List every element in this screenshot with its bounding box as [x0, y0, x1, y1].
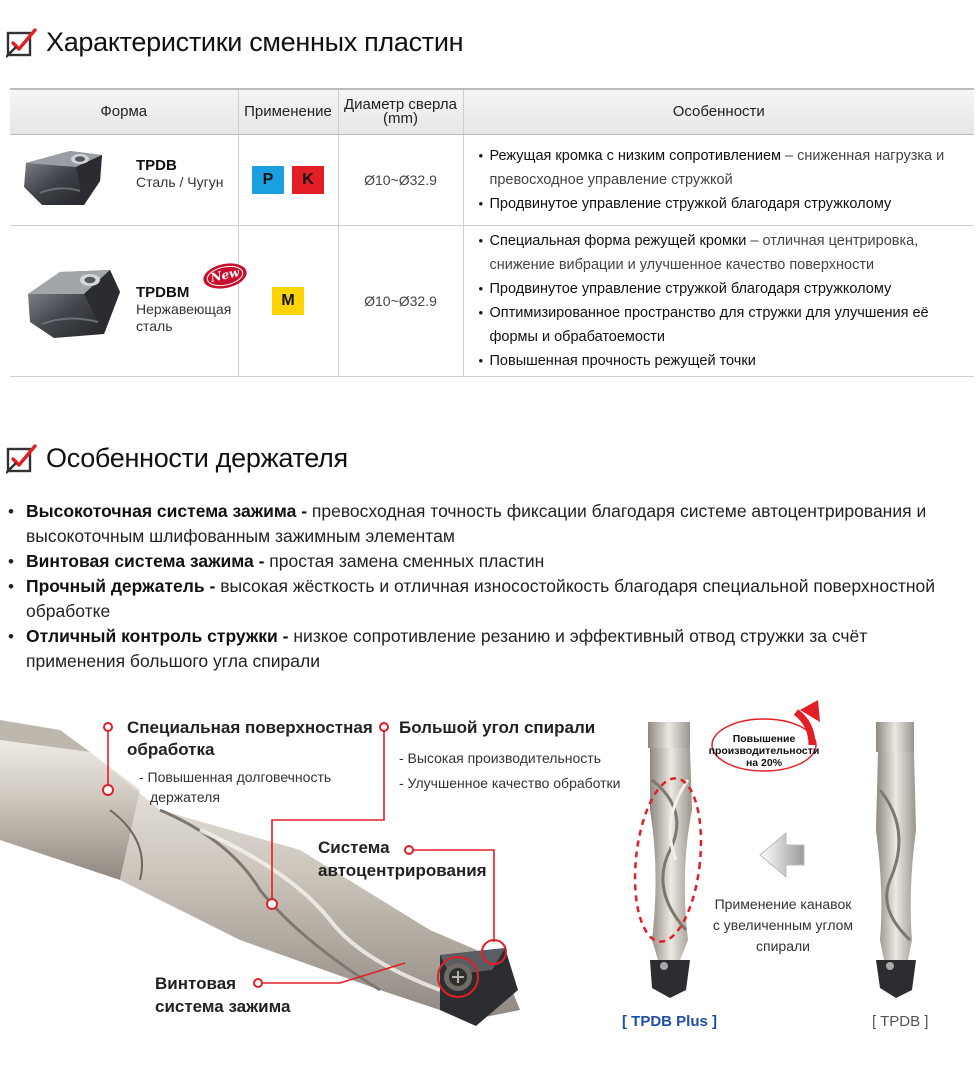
features-cell — [463, 135, 974, 226]
insert-spec-table — [10, 88, 974, 377]
table-row — [10, 226, 974, 377]
surface-treatment-title-1: Специальная поверхностная — [127, 718, 373, 737]
caption-tpdb: [ TPDB ] — [872, 1013, 929, 1030]
list-item: • Продвинутое управление стружкой благодаря стружколому — [490, 192, 975, 216]
shape-cell — [10, 226, 241, 377]
section-title-text: Характеристики сменных пластин — [46, 26, 464, 57]
header-diameter — [338, 89, 463, 135]
screw-clamp-title-1: Винтовая — [155, 974, 237, 993]
helix-sub-2: - Улучшенное качество обработки — [399, 775, 621, 791]
insert-name: TPDBM — [136, 284, 190, 301]
new-badge-label: New — [209, 265, 241, 285]
list-item: • Прочный держатель - высокая жёсткость и отличная износостойкость благодаря специальной поверхностной обработке — [8, 574, 968, 624]
surface-treatment-sub-2: держателя — [150, 789, 220, 805]
list-item: • Режущая кромка с низким сопротивлением – сниженная нагрузка и превосходное управление стружкой — [490, 144, 975, 192]
iso-badge-k: K — [292, 166, 324, 194]
application-cell — [238, 135, 338, 226]
self-centering-title-2: автоцентрирования — [318, 861, 487, 880]
shape-cell — [10, 135, 238, 226]
header-diameter-line2: (mm) — [383, 110, 418, 127]
checkbox-check-icon — [6, 26, 38, 58]
section-title-holder — [6, 442, 348, 474]
tpdb-plus-drill — [648, 722, 692, 998]
insert-material: Нержавеющая — [136, 301, 232, 317]
insert-name: TPDB — [136, 157, 177, 174]
header-application: Применение — [238, 89, 338, 135]
list-item: • Винтовая система зажима - простая замена сменных пластин — [8, 549, 968, 574]
list-item: • Отличный контроль стружки - низкое сопротивление резанию и эффективный отвод стружки за счёт применения большого угла спирали — [8, 624, 968, 674]
insert-material-line2: сталь — [136, 318, 173, 334]
features-cell — [463, 226, 974, 377]
productivity-boost-text: Повышение производительности на 20% — [708, 733, 820, 769]
list-item: • Высокоточная система зажима - превосходная точность фиксации благодаря системе автоцентрирования и высокоточным шлифованным зажимным элементам — [8, 499, 968, 549]
caption-tpdb-plus: [ TPDB Plus ] — [622, 1013, 718, 1030]
application-cell — [238, 226, 338, 377]
header-features: Особенности — [463, 89, 974, 135]
section-title-inserts — [6, 26, 463, 58]
screw-clamp-title-2: система зажима — [155, 997, 291, 1016]
surface-treatment-sub-1: - Повышенная долговечность — [139, 769, 332, 785]
helix-title: Большой угол спирали — [399, 718, 596, 737]
diameter-cell: Ø10~Ø32.9 — [338, 135, 463, 226]
tpdbm-insert-image — [24, 264, 126, 344]
checkbox-check-icon — [6, 442, 38, 474]
helix-sub-1: - Высокая производительность — [399, 750, 601, 766]
comparison-arrow-icon — [760, 833, 804, 877]
tpdb-insert-image — [20, 145, 120, 211]
flute-caption: Применение канавок с увеличенным углом спирали — [712, 896, 854, 954]
holder-features-list — [8, 499, 968, 674]
table-row — [10, 135, 974, 226]
iso-badge-m: M — [272, 287, 304, 315]
list-item: • Специальная форма режущей кромки – отличная центрировка, снижение вибрации и улучшенное качество поверхности — [490, 229, 975, 277]
section-title-text: Особенности держателя — [46, 442, 348, 473]
iso-badge-p: P — [252, 166, 284, 194]
list-item: • Повышенная прочность режущей точки — [490, 349, 975, 373]
surface-treatment-title-2: обработка — [127, 740, 215, 759]
tpdb-drill — [876, 722, 916, 998]
diameter-cell: Ø10~Ø32.9 — [338, 226, 463, 377]
header-diameter-line1: Диаметр сверла — [344, 96, 457, 113]
header-shape: Форма — [10, 89, 238, 135]
self-centering-title-1: Система — [318, 838, 390, 857]
list-item: • Продвинутое управление стружкой благодаря стружколому — [490, 277, 975, 301]
insert-material: Сталь / Чугун — [136, 174, 224, 190]
list-item: • Оптимизированное пространство для стружки для улучшения её формы и обрабатоемости — [490, 301, 975, 349]
